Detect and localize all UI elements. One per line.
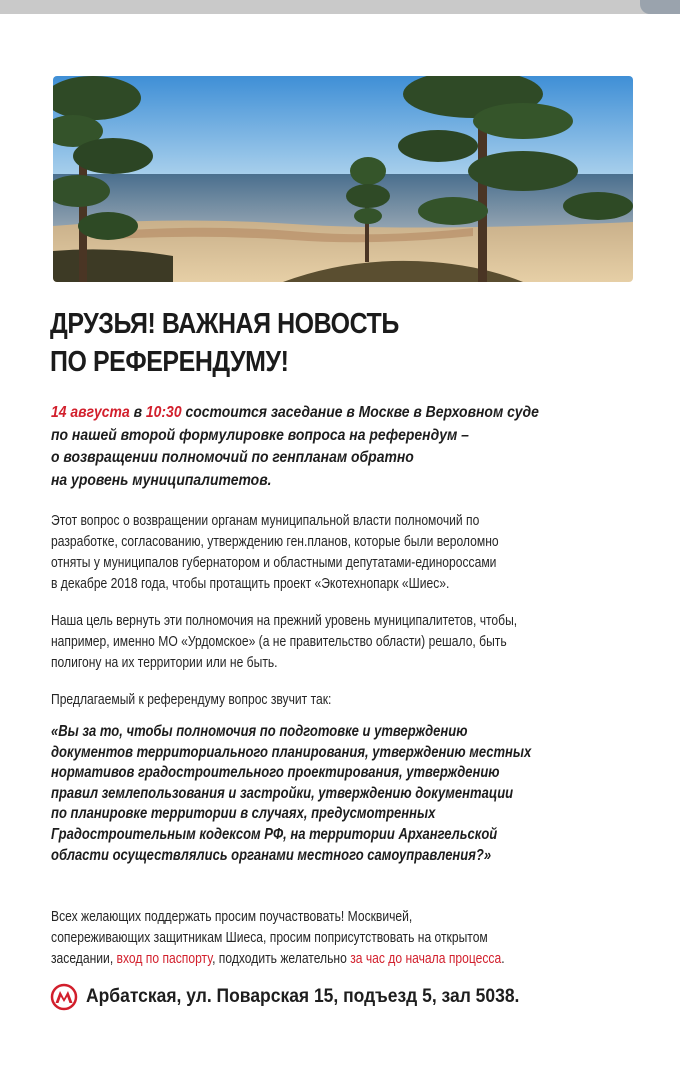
paragraph-line: Предлагаемый к референдуму вопрос звучит так: [51,692,332,708]
lead-in: в [129,404,146,421]
lead-line-4: на уровень муниципалитетов. [51,471,272,489]
paragraph-line: Всех желающих поддержать просим поучаствовать! Москвичей, [51,909,413,925]
event-date: 14 августа [51,404,130,421]
paragraph-line [51,949,585,970]
quote-line: нормативов градостроительного проектирования, утверждению [51,764,500,782]
paragraph-line: например, именно МО «Урдомское» (а не правительство области) решало, быть [51,634,507,650]
cta-text: . [501,951,505,967]
paragraph-line: в декабре 2018 года, чтобы протащить проект «Экотехнопарк «Шиес». [51,576,450,592]
venue-address [50,982,650,1012]
paragraph-question-intro [51,690,585,711]
lead-line-2: по нашей второй формулировке вопроса на референдум – [51,426,469,444]
title-line-1: ДРУЗЬЯ! ВАЖНАЯ НОВОСТЬ [50,308,399,340]
paragraph-line: полигону на их территории или не быть. [51,655,278,671]
status-bar [0,0,680,14]
beach-pine-trees-image [53,76,633,282]
paragraph-line: Этот вопрос о возвращении органам муниципальной власти полномочий по [51,513,480,529]
arrive-early-note: за час до начала процесса [350,951,502,967]
event-time: 10:30 [145,404,182,421]
page-title [50,305,532,381]
cta-text: заседании, [51,951,117,967]
lead-line-1 [51,402,591,425]
metro-icon [50,983,78,1011]
cta-text: , подходить желательно [212,951,351,967]
lead-line-1-rest: состоится заседание в Москве в Верховном суде [181,404,539,421]
paragraph-call-to-action [51,907,585,970]
quote-line: «Вы за то, чтобы полномочия по подготовке и утверждению [51,723,468,740]
address-text: Арбатская, ул. Поварская 15, подъезд 5, зал 5038. [86,986,520,1007]
paragraph-line: разработке, согласованию, утверждению ген.планов, которые были вероломно [51,534,499,550]
paragraph-goal [51,611,585,674]
quote-line: области осуществлялись органами местного самоуправления?» [51,846,492,864]
quote-line: правил землепользования и застройки, утверждению документации [51,784,514,802]
quote-line: документов территориального планирования, утверждению местных [51,743,532,761]
status-bar-corner [640,0,680,14]
quote-line: Градостроительным кодексом РФ, на территории Архангельской [51,825,498,843]
lead-paragraph [51,402,591,492]
lead-line-3: о возвращении полномочий по генпланам обратно [51,449,414,466]
passport-entry-note: вход по паспорту [116,951,213,967]
paragraph-line: отняты у муниципалов губернатором и областными депутатами-единороссами [51,555,497,571]
header-photo [53,76,633,282]
quote-line: по планировке территории в случаях, предусмотренных [51,805,436,823]
paragraph-line: Наша цель вернуть эти полномочия на прежний уровень муниципалитетов, чтобы, [51,613,518,629]
referendum-question-quote [51,722,589,866]
paragraph-background [51,511,585,595]
paragraph-line: сопереживающих защитникам Шиеса, просим поприсутствовать на открытом [51,930,488,946]
title-line-2: ПО РЕФЕРЕНДУМУ! [50,346,289,378]
